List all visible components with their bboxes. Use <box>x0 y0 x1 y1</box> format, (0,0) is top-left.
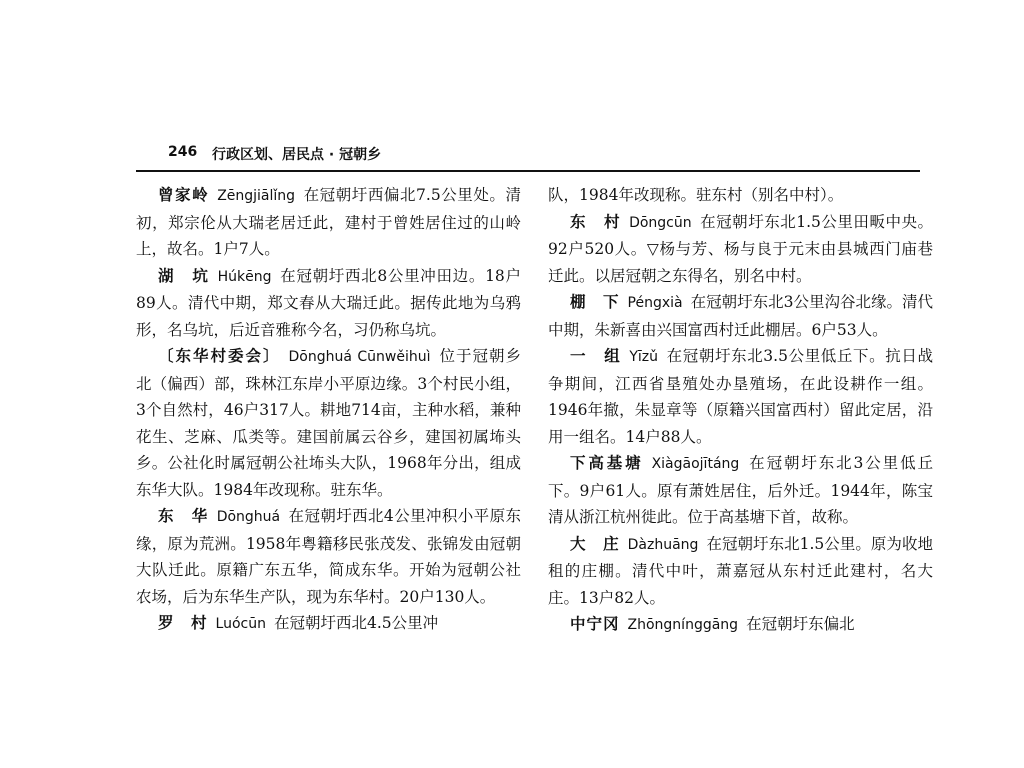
entry-name: 一 组 <box>570 346 622 365</box>
entry-text: 队，1984年改现称。驻东村（别名中村）。 <box>548 186 844 204</box>
entry-text: 在冠朝圩西偏北7.5公里处。清初，郑宗伦从大瑞老居迁此，建村于曾姓居住过的山岭上，故名。1户7人。 <box>136 186 521 258</box>
entry-name: 湖 坑 <box>158 265 210 285</box>
entry-name: 下高基塘 <box>570 453 644 472</box>
entry-name: 罗 村 <box>158 613 208 632</box>
gazetteer-entry <box>136 182 521 263</box>
entry-name: 大 庄 <box>570 533 620 553</box>
entry-pinyin: Yīzǔ <box>629 349 659 365</box>
entry-pinyin: Dōngcūn <box>629 214 692 231</box>
gazetteer-entry <box>136 343 521 503</box>
entry-pinyin: Húkēng <box>217 268 272 285</box>
entry-pinyin: Luócūn <box>215 616 266 632</box>
gazetteer-entry <box>136 610 521 638</box>
entry-name: 曾家岭 <box>158 185 210 204</box>
entry-name: 棚 下 <box>570 292 620 311</box>
entry-text: 在冠朝圩西北4公里冲积小平原东缘，原为荒洲。1958年粤籍移民张茂发、张锦发由冠朝大队迁此。原籍广东五华，简成东华。开始为冠朝公社农场，后为东华生产队，现为东华村。20户130人。 <box>136 507 521 606</box>
entry-name: 东 华 <box>158 506 209 525</box>
right-column <box>548 182 933 639</box>
entry-pinyin: Dōnghuá Cūnwěihuì <box>288 349 431 365</box>
gazetteer-entry <box>548 450 933 531</box>
gazetteer-entry <box>548 343 933 450</box>
entry-name: 〔东华村委会〕 <box>158 346 281 365</box>
entry-pinyin: Péngxià <box>627 295 683 311</box>
entry-text: 在冠朝圩东北1.5公里田畈中央。92户520人。▽杨与芳、杨与良于元末由县城西门庙巷迁此。以居冠朝之东得名，别名中村。 <box>548 212 933 285</box>
gazetteer-entry-continuation <box>548 182 933 209</box>
gazetteer-entry <box>548 611 933 639</box>
gazetteer-entry <box>136 263 521 344</box>
entry-pinyin: Xiàgāojītáng <box>651 456 740 472</box>
entry-text: 在冠朝圩东偏北 <box>746 615 855 633</box>
entry-pinyin: Zhōngnínggāng <box>627 617 739 633</box>
gazetteer-entry <box>548 531 933 612</box>
entry-text: 在冠朝圩西北4.5公里冲 <box>273 614 439 632</box>
entry-text: 位于冠朝乡北（偏西）部，珠林江东岸小平原边缘。3个村民小组，3个自然村，46户317人。耕地714亩，主种水稻，兼种花生、芝麻、瓜类等。建国前属云谷乡，建国初属㘵头乡。公社化时属冠朝公社㘵头大队，1968年分出，组成东华大队。1984年改现称。驻东华。 <box>136 347 521 499</box>
entry-pinyin: Dōnghuá <box>216 509 281 525</box>
header-rule <box>136 170 920 172</box>
entry-name: 中宁冈 <box>570 614 620 633</box>
left-column <box>136 182 521 638</box>
entry-text: 在冠朝圩西北8公里冲田边。18户89人。清代中期，郑文春从大瑞迁此。据传此地为乌鸦形，名乌坑，后近音雅称今名，习仍称乌坑。 <box>136 266 521 339</box>
running-title: 行政区划、居民点 · 冠朝乡 <box>212 147 382 163</box>
entry-text: 在冠朝圩东北3.5公里低丘下。抗日战争期间，江西省垦殖处办垦殖场，在此设耕作一组。1946年撤，朱显章等（原籍兴国富西村）留此定居，沿用一组名。14户88人。 <box>548 347 933 446</box>
entry-text: 在冠朝圩东北3公里沟谷北缘。清代中期，朱新喜由兴国富西村迁此棚居。6户53人。 <box>548 293 933 339</box>
gazetteer-entry <box>548 209 933 290</box>
entry-text: 在冠朝圩东北3公里低丘下。9户61人。原有萧姓居住，后外迁。1944年，陈宝清从浙江杭州徙此。位于高基塘下首，故称。 <box>548 454 933 526</box>
entry-pinyin: Zēngjiālǐng <box>217 188 296 204</box>
page-header <box>138 140 918 170</box>
gazetteer-entry <box>548 289 933 343</box>
gazetteer-entry <box>136 503 521 610</box>
entry-name: 东 村 <box>570 211 622 231</box>
entry-pinyin: Dàzhuāng <box>627 536 699 553</box>
entry-text: 在冠朝圩东北1.5公里。原为收地租的庄棚。清代中叶，萧嘉冠从东村迁此建村，名大庄。13户82人。 <box>548 534 933 607</box>
page-number: 246 <box>168 144 198 160</box>
